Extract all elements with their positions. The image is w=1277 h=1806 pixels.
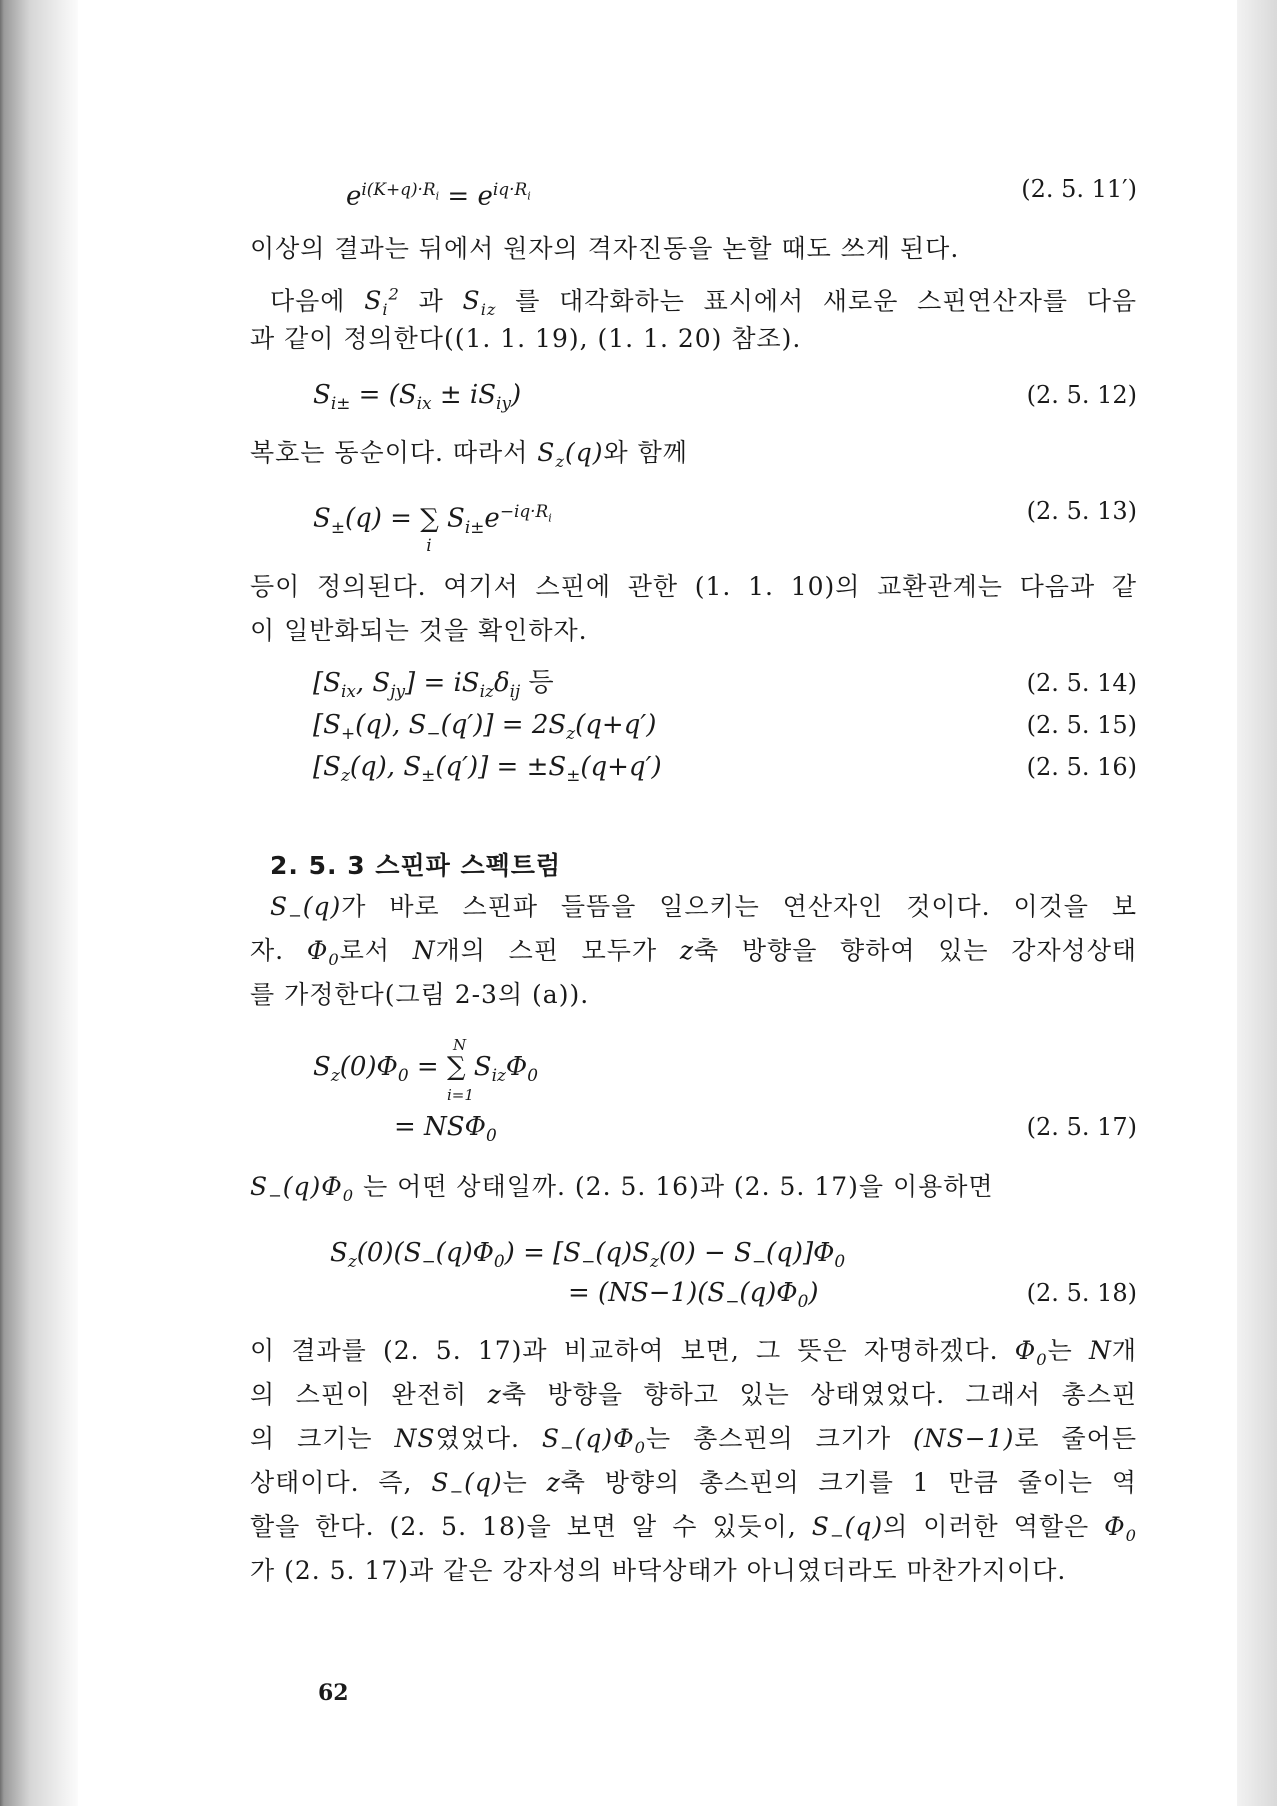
paragraph-line: 복호는 동순이다. 따라서 $S_z(q)$와 함께 [250,438,688,471]
page-right-shadow [1237,0,1277,1806]
equation-number: (2. 5. 14) [1026,669,1137,697]
equation-number: (2. 5. 12) [1026,381,1137,409]
equation-2-5-13: $S_\pm(q)$ = ∑ i $S_{i\pm}e^{-iq\cdot R_i}$ [313,501,552,555]
paragraph-line: 과 같이 정의한다((1. 1. 19), (1. 1. 20) 참조). [250,324,802,353]
paragraph-line: 이상의 결과는 뒤에서 원자의 격자진동을 논할 때도 쓰게 된다. [250,234,960,263]
equation-number: (2. 5. 18) [1026,1279,1137,1307]
paragraph-line: 상태이다. 즉, $S_-(q)$는 z축 방향의 총스핀의 크기를 1 만큼 줄이는 역 [250,1468,1137,1501]
equation-2-5-17-line1: $S_z(0)\Phi_0$ = N ∑ i=1 $S_{iz}\Phi_0$ [313,1036,538,1104]
equation-number: (2. 5. 16) [1026,753,1137,781]
document-page [78,0,1237,1806]
equation-number: (2. 5. 13) [1026,497,1137,525]
paragraph-line: 의 크기는 NS였었다. $S_-(q)\Phi_0$는 총스핀의 크기가 (NS−1)로 줄어든 [250,1424,1137,1457]
paragraph-line: $S_-(q)$가 바로 스핀파 들뜸을 일으키는 연산자인 것이다. 이것을 보 [270,892,1137,925]
paragraph-line: 이 결과를 (2. 5. 17)과 비교하여 보면, 그 뜻은 자명하겠다. $\Phi_0$는 N개 [250,1336,1137,1369]
section-heading: 2. 5. 3 스핀파 스펙트럼 [270,851,562,880]
equation-2-5-14: [$S_{ix}$, $S_{jy}] = iS_{iz}\delta_{ij}$ 등 [313,668,554,702]
equation-2-5-16: [$S_z(q)$, $S_\pm(q')] = \pm S_\pm(q+q')$ [313,752,662,786]
paragraph-line: 할을 한다. (2. 5. 18)을 보면 알 수 있듯이, $S_-(q)$의 이러한 역할은 $\Phi_0$ [250,1512,1138,1545]
equation-number: (2. 5. 11′) [1021,175,1137,203]
paragraph-line: 가 (2. 5. 17)과 같은 강자성의 바닥상태가 아니였더라도 마찬가지이다. [250,1556,1067,1585]
paragraph-line: 자. $\Phi_0$로서 N개의 스핀 모두가 z축 방향을 향하여 있는 강자성상태 [250,936,1138,969]
paragraph-line: 를 가정한다(그림 2-3의 (a)). [250,980,590,1009]
page-binding-shadow [0,0,78,1806]
paragraph-line: 등이 정의된다. 여기서 스핀에 관한 (1. 1. 10)의 교환관계는 다음과 같 [250,572,1137,601]
equation-2-5-18-line1: $S_z(0)(S_-(q)\Phi_0) = [S_-(q)S_z(0) - S_-(q)]\Phi_0$ [330,1238,846,1272]
paragraph-line: $S_-(q)\Phi_0$ 는 어떤 상태일까. (2. 5. 16)과 (2. 5. 17)을 이용하면 [250,1172,994,1205]
equation-2-5-17-line2: = $NS\Phi_0$ [394,1112,497,1146]
paragraph-line: 다음에 $S_i^2$ 과 $S_{iz}$ 를 대각화하는 표시에서 새로운 스핀연산자를 다음 [270,285,1138,320]
equation-2-5-11p: $e^{i(K+q)\cdot R_i} = e^{iq\cdot R_i}$ [346,179,531,212]
equation-number: (2. 5. 15) [1026,711,1137,739]
equation-2-5-12: $S_{i\pm} = (S_{ix} \pm iS_{iy})$ [313,380,522,414]
page-number: 62 [318,1680,349,1706]
paragraph-line: 이 일반화되는 것을 확인하자. [250,616,588,645]
equation-2-5-15: [$S_+(q)$, $S_-(q')] = 2S_z(q+q')$ [313,710,657,744]
paragraph-line: 의 스핀이 완전히 z축 방향을 향하고 있는 상태였었다. 그래서 총스핀 [250,1380,1137,1409]
equation-2-5-18-line2: = $(NS-1)(S_-(q)\Phi_0)$ [568,1278,819,1312]
equation-number: (2. 5. 17) [1026,1113,1137,1141]
